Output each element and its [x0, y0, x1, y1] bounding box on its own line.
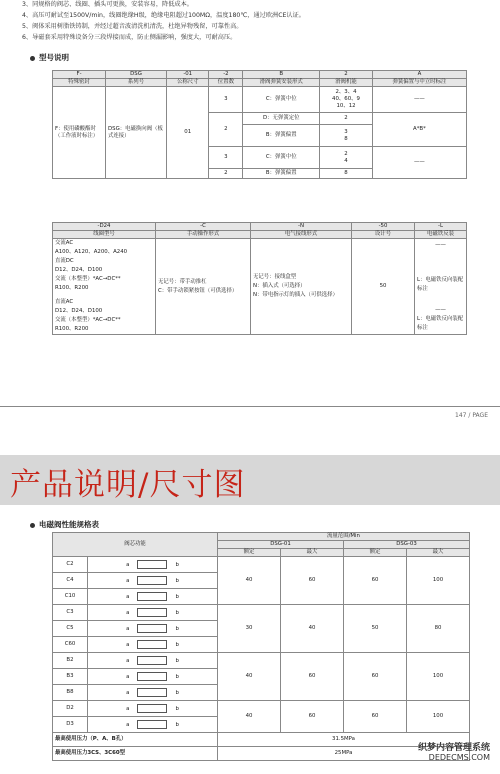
- coil-line: R100、R200: [55, 326, 89, 332]
- spring-cell: C：弹簧中位: [243, 147, 320, 169]
- reverse-cell: [415, 239, 467, 335]
- electrical-line: N：插入式（可选择）: [253, 283, 306, 289]
- spool-code: C2: [53, 557, 88, 573]
- flow-value: 30: [218, 605, 281, 653]
- model-header: DSG-01: [218, 541, 344, 549]
- code-cell: 2: [320, 71, 373, 79]
- spool-symbol: [88, 605, 218, 621]
- pressure-label: 最高使用压力（P、A、B孔）: [53, 733, 218, 747]
- header-cell: 线圈型号: [53, 231, 156, 239]
- function-cell: 2: [344, 150, 348, 157]
- spool-symbol-icon: [137, 672, 167, 681]
- spool-symbol: [88, 669, 218, 685]
- code-cell: -L: [415, 223, 467, 231]
- spool-code: C10: [53, 589, 88, 605]
- spool-symbol-icon: [137, 608, 167, 617]
- spool-symbol-icon: [137, 688, 167, 697]
- spool-code: C60: [53, 637, 88, 653]
- series-cell: DSG：电磁换向阀（板式连接）: [106, 87, 167, 179]
- spool-symbol: [88, 701, 218, 717]
- mark-cell: ——: [372, 87, 466, 113]
- watermark-url: DEDECMS.COM: [428, 753, 490, 762]
- electrical-line: 无记号：接线盒型: [253, 274, 297, 280]
- port-a-label: a: [126, 562, 130, 568]
- header-cell: 滑阀弹簧安装形式: [243, 79, 320, 87]
- rated-header: 额定: [218, 549, 281, 557]
- mark-cell: ——: [372, 147, 466, 179]
- model-code-table: [52, 70, 467, 179]
- function-cell: 3: [344, 128, 348, 135]
- electrical-line: N：带电指示灯的插入（可供选择）: [253, 292, 338, 298]
- port-a-label: a: [126, 594, 130, 600]
- flow-value: 100: [407, 653, 470, 701]
- spool-symbol-icon: [137, 560, 167, 569]
- page-divider: [0, 406, 500, 407]
- port-a-label: a: [126, 578, 130, 584]
- function-cell: 2、3、4: [335, 89, 357, 95]
- coil-line: D12、D24、D100: [55, 267, 103, 273]
- reverse-line: ——: [435, 306, 446, 313]
- spec-row: [53, 701, 470, 717]
- spool-symbol: [88, 717, 218, 733]
- spool-symbol: [88, 557, 218, 573]
- feature-note-6: 6、导磁套采用特殊设备分三段焊接而成，防止侧漏影响，强度大，可耐高压。: [22, 34, 237, 41]
- spool-symbol-icon: [137, 624, 167, 633]
- banner-title: 产品说明/尺寸图: [10, 467, 246, 503]
- spool-symbol-icon: [137, 592, 167, 601]
- header-cell: 手动操作形式: [156, 231, 251, 239]
- function-cell: 8: [320, 169, 373, 179]
- spool-symbol-icon: [137, 576, 167, 585]
- port-b-label: b: [175, 594, 179, 600]
- feature-note-3: 3、同规格的阀芯、线圈、插头可更换，安装容易，降低成本。: [22, 1, 193, 8]
- bullet-icon: [30, 523, 35, 528]
- spool-code: C5: [53, 621, 88, 637]
- spool-symbol-icon: [137, 656, 167, 665]
- code-cell: -01: [167, 71, 209, 79]
- product-banner: [0, 455, 500, 505]
- coil-line: 交流（本整型）*AC→DC**: [55, 276, 121, 282]
- flow-value: 60: [344, 653, 407, 701]
- spec-row: [53, 557, 470, 573]
- spool-symbol: [88, 573, 218, 589]
- header-cell: 电磁铁反装: [415, 231, 467, 239]
- flow-value: 60: [344, 701, 407, 733]
- flow-value: 40: [218, 701, 281, 733]
- port-a-label: a: [126, 674, 130, 680]
- reverse-line: L：电磁铁反向装配标注: [417, 315, 464, 331]
- function-header: 阀芯功能: [53, 533, 218, 557]
- reverse-line: L：电磁铁反向装配标注: [417, 276, 464, 292]
- manual-line: C：带手动锁紧按钮（可供选择）: [158, 287, 238, 294]
- function-cell: 10、12: [336, 103, 356, 109]
- header-cell: 弹簧偏置与中立时标注: [372, 79, 466, 87]
- header-cell: 位置数: [209, 79, 243, 87]
- flow-value: 60: [344, 557, 407, 605]
- spool-code: C3: [53, 605, 88, 621]
- max-header: 最大: [407, 549, 470, 557]
- flow-value: 50: [344, 605, 407, 653]
- spring-cell: C：弹簧中位: [243, 87, 320, 113]
- spool-symbol: [88, 589, 218, 605]
- flow-value: 40: [281, 605, 344, 653]
- function-cell: 40、60、9: [332, 96, 360, 102]
- coil-line: R100、R200: [55, 285, 89, 291]
- position-cell: 2: [209, 113, 243, 147]
- port-b-label: b: [175, 674, 179, 680]
- position-cell: 2: [209, 169, 243, 179]
- header-cell: 公称尺寸: [167, 79, 209, 87]
- pressure-value: 31.5MPa: [218, 733, 470, 747]
- rated-header: 额定: [344, 549, 407, 557]
- flow-value: 60: [281, 557, 344, 605]
- page-number: 147 / PAGE: [455, 412, 488, 419]
- header-cell: 系列号: [106, 79, 167, 87]
- code-cell: -D24: [53, 223, 156, 231]
- manual-cell: [156, 239, 251, 335]
- header-cell: 特殊密封: [53, 79, 106, 87]
- code-cell: F-: [53, 71, 106, 79]
- coil-cell: [53, 239, 156, 335]
- seal-cell: F：使用磷酸酯时（工作液时标注）: [53, 87, 106, 179]
- port-b-label: b: [175, 562, 179, 568]
- size-cell: 01: [167, 87, 209, 179]
- pressure-value: 25MPa: [218, 747, 470, 761]
- feature-note-4: 4、高压可耐试至1500V/min，线圈绝缘H级，绝缘电阻超过100MΩ，温度180℃，通过欧洲CE认证。: [22, 12, 305, 19]
- port-a-label: a: [126, 610, 130, 616]
- pressure-label: 最高使用压力3CS、3C60型: [53, 747, 218, 761]
- flow-value: 100: [407, 557, 470, 605]
- spring-cell: B：弹簧偏置: [243, 169, 320, 179]
- spec-section-title: 电磁阀性能规格表: [30, 519, 99, 530]
- spool-code: D2: [53, 701, 88, 717]
- spool-code: B2: [53, 653, 88, 669]
- flow-value: 100: [407, 701, 470, 733]
- spool-code: B8: [53, 685, 88, 701]
- manual-line: 无记号：带手动推杠: [158, 278, 207, 285]
- reverse-line: ——: [435, 241, 446, 248]
- watermark-title: 织梦内容管理系统: [417, 743, 490, 753]
- spring-cell: B：弹簧偏置: [243, 125, 320, 147]
- flow-value: 40: [218, 653, 281, 701]
- function-cell: 8: [344, 135, 348, 142]
- port-b-label: b: [175, 642, 179, 648]
- max-header: 最大: [281, 549, 344, 557]
- function-cell: 2: [320, 113, 373, 125]
- electrical-cell: [251, 239, 352, 335]
- port-b-label: b: [175, 722, 179, 728]
- spool-code: D3: [53, 717, 88, 733]
- model-section-title: 型号说明: [30, 52, 69, 63]
- position-cell: 3: [209, 147, 243, 169]
- port-b-label: b: [175, 610, 179, 616]
- flow-value: 60: [281, 701, 344, 733]
- code-cell: -50: [352, 223, 415, 231]
- coil-line: 交流（本整型）*AC→DC**: [55, 317, 121, 323]
- port-b-label: b: [175, 658, 179, 664]
- port-a-label: a: [126, 722, 130, 728]
- flow-value: 80: [407, 605, 470, 653]
- spring-cell: D：无弹簧定位: [243, 113, 320, 125]
- port-a-label: a: [126, 706, 130, 712]
- header-cell: 滑阀机能: [320, 79, 373, 87]
- spool-symbol: [88, 685, 218, 701]
- port-b-label: b: [175, 626, 179, 632]
- flow-value: 40: [218, 557, 281, 605]
- code-cell: -N: [251, 223, 352, 231]
- spool-symbol-icon: [137, 720, 167, 729]
- spool-symbol-icon: [137, 704, 167, 713]
- spool-code: B3: [53, 669, 88, 685]
- flow-header: 流量范围/Min: [218, 533, 470, 541]
- coil-line: 直流DC: [55, 258, 74, 264]
- flow-value: 60: [281, 653, 344, 701]
- code-cell: -C: [156, 223, 251, 231]
- header-cell: 电气接线形式: [251, 231, 352, 239]
- coil-line: 直流AC: [55, 299, 74, 305]
- port-b-label: b: [175, 706, 179, 712]
- port-b-label: b: [175, 690, 179, 696]
- code-cell: -2: [209, 71, 243, 79]
- coil-line: D12、D24、D100: [55, 308, 103, 314]
- header-cell: 设计号: [352, 231, 415, 239]
- coil-code-table: [52, 222, 467, 335]
- design-cell: 50: [352, 239, 415, 335]
- code-cell: DSG: [106, 71, 167, 79]
- spool-symbol: [88, 621, 218, 637]
- spool-code: C4: [53, 573, 88, 589]
- coil-line: 交流AC: [55, 240, 74, 246]
- model-header: DSG-03: [344, 541, 470, 549]
- bullet-icon: [30, 56, 35, 61]
- spec-table: [52, 532, 470, 761]
- code-cell: A: [372, 71, 466, 79]
- port-a-label: a: [126, 642, 130, 648]
- spec-row: [53, 605, 470, 621]
- feature-note-5: 5、阀体采用树脂铁铸制，并经过超音波清洗机清洗，杜绝异物残留，可靠性高。: [22, 23, 243, 30]
- port-a-label: a: [126, 690, 130, 696]
- port-a-label: a: [126, 626, 130, 632]
- spool-symbol-icon: [137, 640, 167, 649]
- spool-symbol: [88, 653, 218, 669]
- port-a-label: a: [126, 658, 130, 664]
- spec-row: [53, 653, 470, 669]
- code-cell: B: [243, 71, 320, 79]
- mark-cell: A*B*: [372, 113, 466, 147]
- function-cell: 4: [344, 157, 348, 164]
- position-cell: 3: [209, 87, 243, 113]
- coil-line: A100、A120、A200、A240: [55, 249, 128, 255]
- port-b-label: b: [175, 578, 179, 584]
- spool-symbol: [88, 637, 218, 653]
